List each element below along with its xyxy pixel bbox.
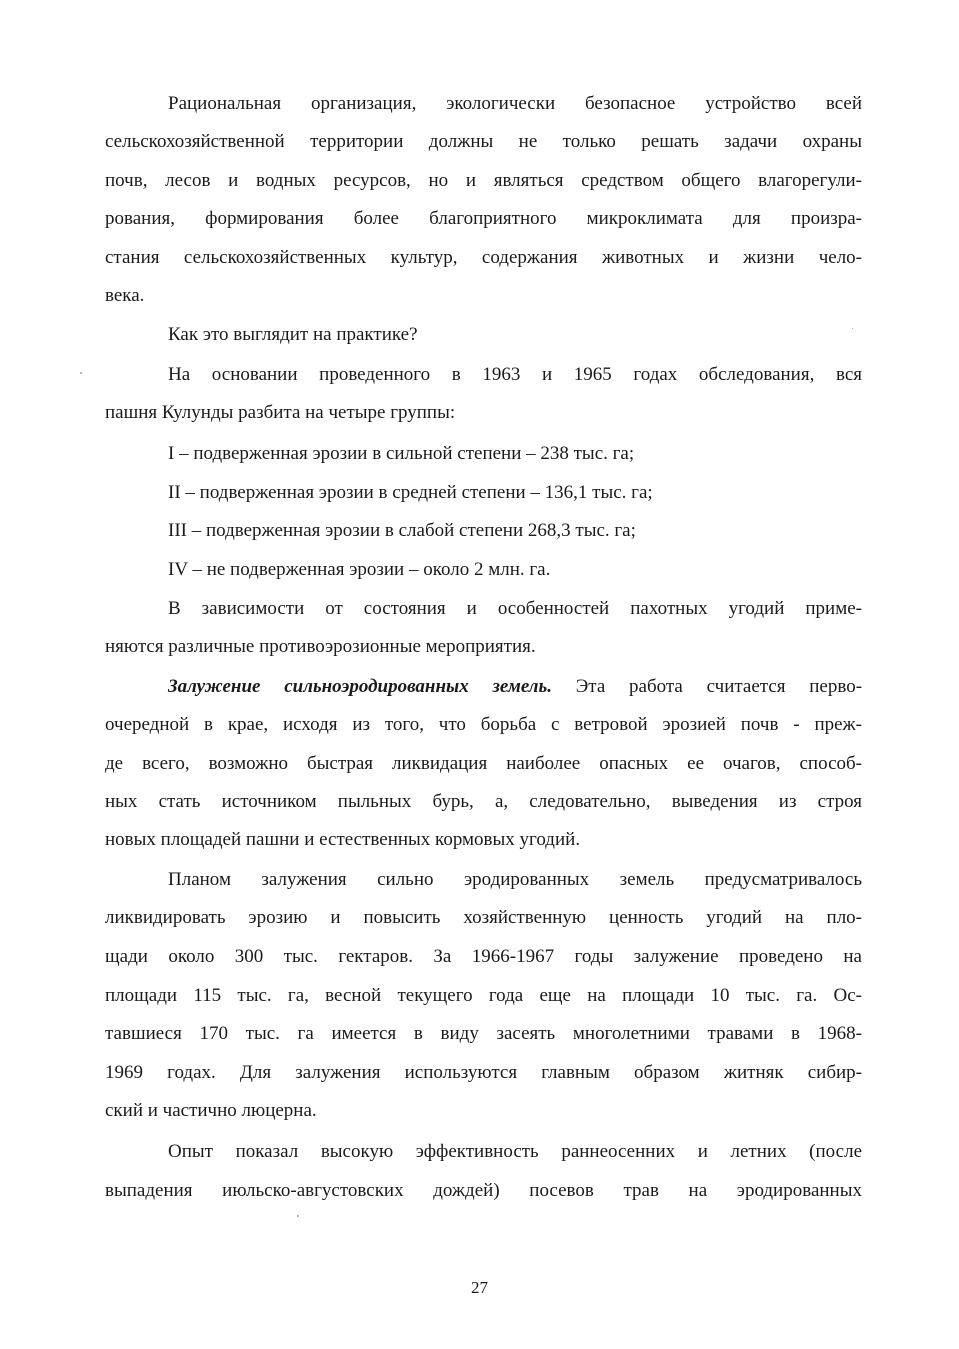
- text-line: площади 115 тыс. га, весной текущего года еще на площади 10 тыс. га. Ос-: [105, 985, 862, 1006]
- text-line: новых площадей пашни и естественных кормовых угодий.: [105, 829, 581, 850]
- text-line: Опыт показал высокую эффективность раннеосенних и летних (после: [168, 1141, 862, 1162]
- text-line: рования, формирования более благоприятного микроклимата для произра-: [105, 208, 862, 229]
- text-line: ский и частично люцерна.: [105, 1100, 317, 1121]
- list-item: IV – не подверженная эрозии – около 2 млн. га.: [168, 559, 551, 580]
- text-line: Как это выглядит на практике?: [168, 324, 418, 345]
- text-line: сельскохозяйственной территории должны не только решать задачи охраны: [105, 131, 862, 152]
- list-item: II – подверженная эрозии в средней степени – 136,1 тыс. га;: [168, 482, 653, 503]
- text-run: Эта работа считается перво-: [575, 676, 863, 697]
- text-line: 1969 годах. Для залужения используются главным образом житняк сибир-: [105, 1062, 862, 1083]
- list-item: I – подверженная эрозии в сильной степени – 238 тыс. га;: [168, 443, 635, 464]
- scan-speck: [852, 328, 853, 329]
- text-line: На основании проведенного в 1963 и 1965 годах обследования, вся: [168, 364, 862, 385]
- page-number: 27: [471, 1278, 488, 1297]
- list-item: III – подверженная эрозии в слабой степени 268,3 тыс. га;: [168, 520, 636, 541]
- text-line: Планом залужения сильно эродированных земель предусматривалось: [168, 869, 862, 890]
- text-line: тавшиеся 170 тыс. га имеется в виду засеять многолетними травами в 1968-: [105, 1023, 862, 1044]
- scan-speck: [297, 1215, 299, 1217]
- text-line: [168, 672, 862, 702]
- text-line: ных стать источником пыльных бурь, а, следовательно, выведения из строя: [105, 791, 862, 812]
- text-line: пашня Кулунды разбита на четыре группы:: [105, 402, 456, 423]
- text-line: почв, лесов и водных ресурсов, но и являться средством общего влагорегули-: [105, 170, 862, 191]
- text-line: стания сельскохозяйственных культур, содержания животных и жизни чело-: [105, 247, 862, 268]
- text-line: щади около 300 тыс. гектаров. За 1966-1967 годы залужение проведено на: [105, 946, 862, 967]
- run-in-heading: Залужение сильноэродированных земель.: [168, 676, 552, 697]
- text-line: няются различные противоэрозионные мероприятия.: [105, 636, 536, 657]
- text-line: Рациональная организация, экологически безопасное устройство всей: [168, 93, 862, 114]
- text-line: выпадения июльско-августовских дождей) посевов трав на эродированных: [105, 1180, 862, 1201]
- scan-speck: [80, 372, 82, 374]
- text-line: де всего, возможно быстрая ликвидация наиболее опасных ее очагов, способ-: [105, 753, 862, 774]
- text-line: В зависимости от состояния и особенностей пахотных угодий приме-: [168, 598, 862, 619]
- text-line: ликвидировать эрозию и повысить хозяйственную ценность угодий на пло-: [105, 907, 862, 928]
- text-line: очередной в крае, исходя из того, что борьба с ветровой эрозией почв - преж-: [105, 714, 862, 735]
- text-line: века.: [105, 285, 145, 306]
